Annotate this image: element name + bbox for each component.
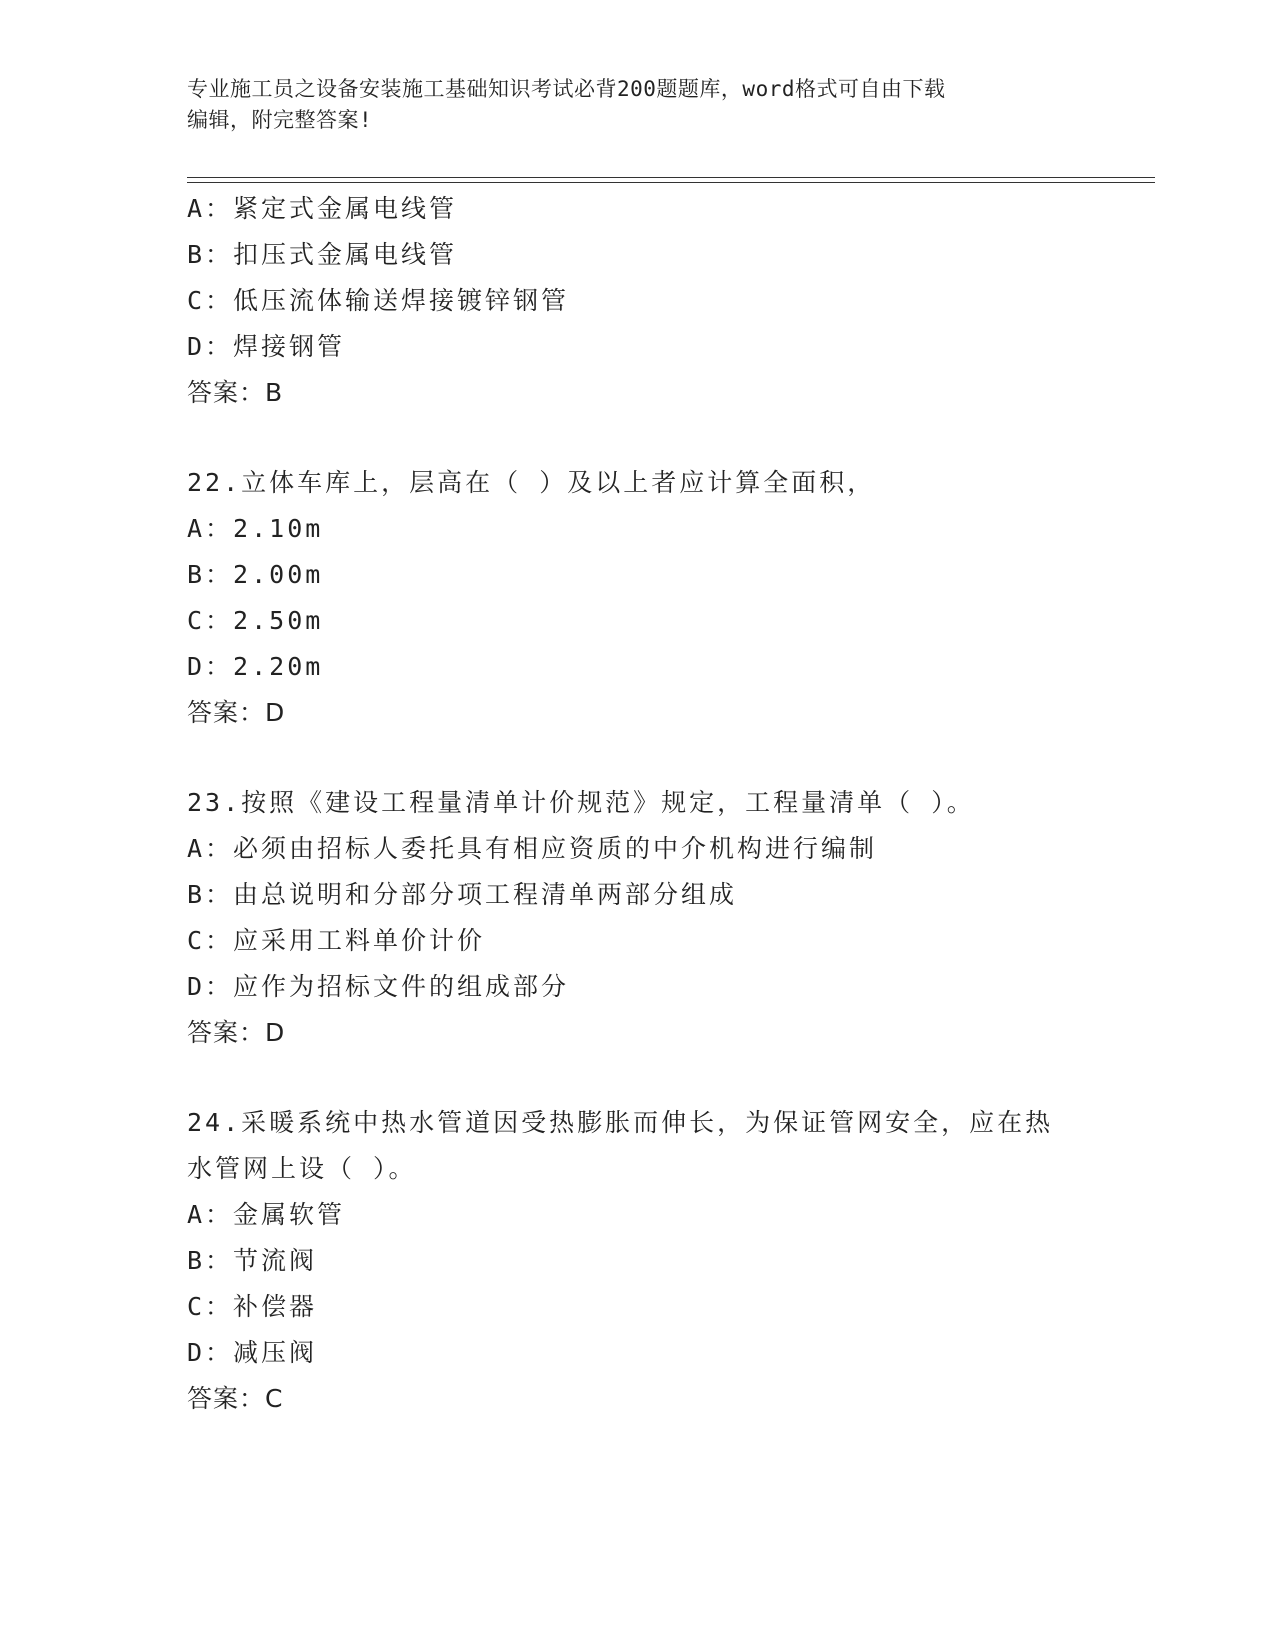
question-22 [187,460,1127,736]
question-21 [187,186,1127,416]
question-24 [187,1100,1127,1422]
option-c: C：应采用工料单价计价 [187,926,486,955]
option-a: A：2.10m [187,514,324,543]
option-b: B：由总说明和分部分项工程清单两部分组成 [187,880,738,909]
question-stem-line-2: 水管网上设（ ）。 [187,1154,417,1183]
question-stem: 22.立体车库上，层高在（ ）及以上者应计算全面积， [187,468,876,497]
answer: 答案：D [187,698,286,727]
spacer [187,416,1127,460]
option-d: D：减压阀 [187,1338,318,1367]
option-a: A：必须由招标人委托具有相应资质的中介机构进行编制 [187,834,878,863]
option-d: D：应作为招标文件的组成部分 [187,972,570,1001]
spacer [187,736,1127,780]
spacer [187,1056,1127,1100]
option-a: A：紧定式金属电线管 [187,194,458,223]
header-title-line-1: 专业施工员之设备安装施工基础知识考试必背200题题库，word格式可自由下载 [187,77,946,101]
header-divider-bottom [187,182,1155,183]
header-divider-top [187,177,1155,178]
option-a: A：金属软管 [187,1200,346,1229]
question-stem-line-1: 24.采暖系统中热水管道因受热膨胀而伸长，为保证管网安全，应在热 [187,1108,1054,1137]
option-b: B：扣压式金属电线管 [187,240,458,269]
option-b: B：节流阀 [187,1246,318,1275]
header-title-line-2: 编辑，附完整答案! [187,108,373,132]
option-d: D：2.20m [187,652,324,681]
question-stem: 23.按照《建设工程量清单计价规范》规定，工程量清单（ ）。 [187,788,975,817]
document-header [187,74,1067,136]
answer: 答案：D [187,1018,286,1047]
answer: 答案：B [187,378,284,407]
answer: 答案：C [187,1384,284,1413]
option-c: C：2.50m [187,606,324,635]
option-d: D：焊接钢管 [187,332,346,361]
option-c: C：补偿器 [187,1292,318,1321]
option-c: C：低压流体输送焊接镀锌钢管 [187,286,570,315]
option-b: B：2.00m [187,560,324,589]
question-23 [187,780,1127,1056]
question-list [187,186,1127,1422]
